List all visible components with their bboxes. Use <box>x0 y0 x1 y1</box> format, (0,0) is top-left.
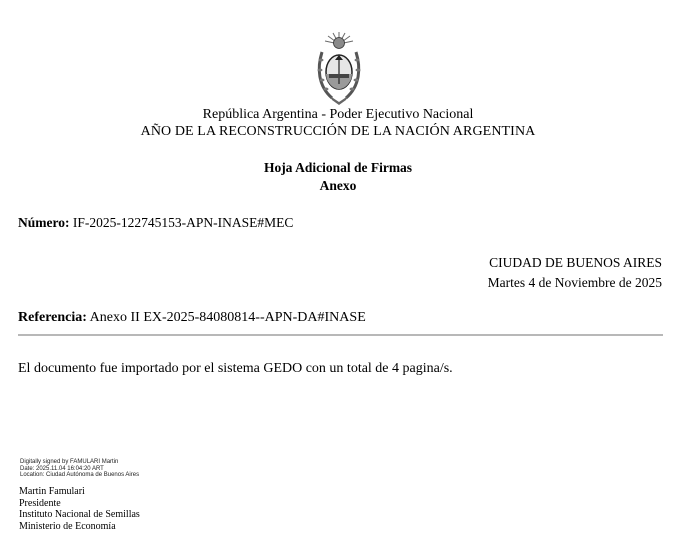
signature-date: Date: 2025.11.04 16:04:20 ART <box>20 465 104 472</box>
signature-location: Location: Ciudad Autónoma de Buenos Aires <box>20 472 140 478</box>
signer-position: Presidente <box>19 497 61 509</box>
document-title: Hoja Adicional de Firmas <box>263 160 413 175</box>
section-divider <box>18 334 663 336</box>
document-subtitle: Anexo <box>319 178 357 193</box>
document-reference <box>18 310 366 326</box>
signer-institute: Instituto Nacional de Semillas <box>19 509 140 521</box>
header-year-motto: AÑO DE LA RECONSTRUCCIÓN DE LA NACIÓN ARGENTINA <box>140 124 536 139</box>
header-republic-line: República Argentina - Poder Ejecutivo Nacional <box>202 107 474 122</box>
document-body-text: El documento fue importado por el sistema GEDO con un total de 4 pagina/s. <box>18 361 453 376</box>
document-date: Martes 4 de Noviembre de 2025 <box>487 275 662 290</box>
document-reference-value: Anexo II EX-2025-84080814--APN-DA#INASE <box>89 310 366 325</box>
document-number <box>18 215 293 231</box>
signer-block <box>19 486 140 532</box>
document-reference-label: Referencia: <box>18 310 87 325</box>
digital-signature-stamp <box>20 459 139 479</box>
coat-of-arms-icon <box>316 30 362 106</box>
signer-ministry: Ministerio de Economía <box>19 520 116 532</box>
document-city: CIUDAD DE BUENOS AIRES <box>489 255 662 270</box>
signature-signed-by: Digitally signed by FAMULARI Martin <box>20 459 119 465</box>
document-number-label: Número: <box>18 215 70 230</box>
signer-name: Martin Famulari <box>19 486 85 497</box>
document-number-value: IF-2025-122745153-APN-INASE#MEC <box>72 215 294 230</box>
